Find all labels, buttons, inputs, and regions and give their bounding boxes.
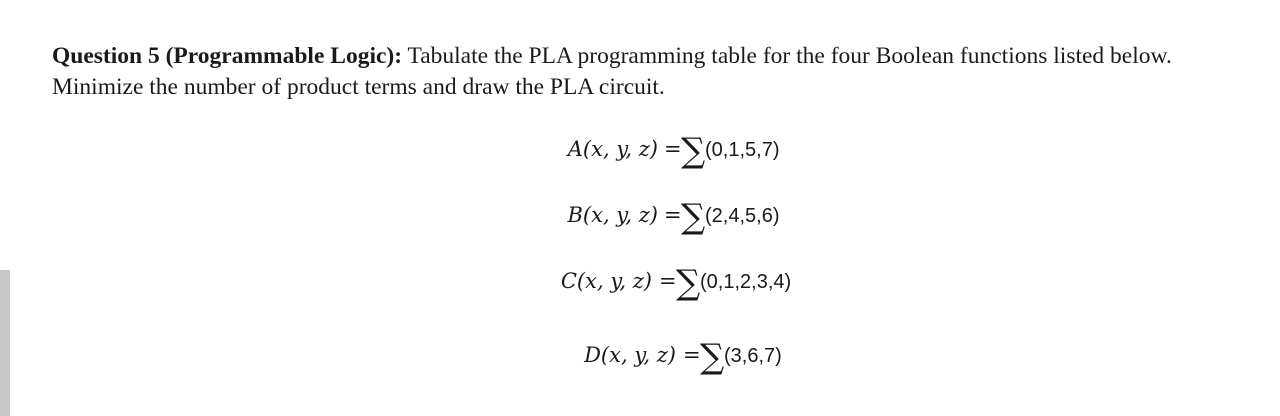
equation-minterms: (0,1,2,3,4) [700,271,792,293]
equation-equals: = [683,343,701,367]
equation-lhs: D(x, y, z) [584,343,676,367]
equation-equals: = [664,203,682,227]
question-label: Question 5 (Programmable Logic): [52,43,403,69]
question-text: Tabulate the PLA programming table for the four Boolean functions listed below. Minimize the number of product terms and draw the PLA circuit. [52,43,1172,100]
sigma-symbol: ∑ [676,263,701,303]
equation-b [0,196,1280,242]
equation-d [0,336,1280,382]
equation-lhs: B(x, y, z) [567,203,658,227]
equation-lhs: C(x, y, z) [560,269,652,293]
question-paragraph [52,41,1262,103]
equation-minterms: (2,4,5,6) [705,205,780,227]
sigma-symbol: ∑ [681,131,706,171]
equation-a [0,130,1280,176]
equation-c [0,262,1280,308]
sigma-symbol: ∑ [700,337,725,377]
equation-equals: = [664,137,682,161]
equation-equals: = [659,269,677,293]
equation-minterms: (3,6,7) [724,345,782,367]
equation-minterms: (0,1,5,7) [705,139,780,161]
sigma-symbol: ∑ [681,197,706,237]
equation-lhs: A(x, y, z) [567,137,658,161]
